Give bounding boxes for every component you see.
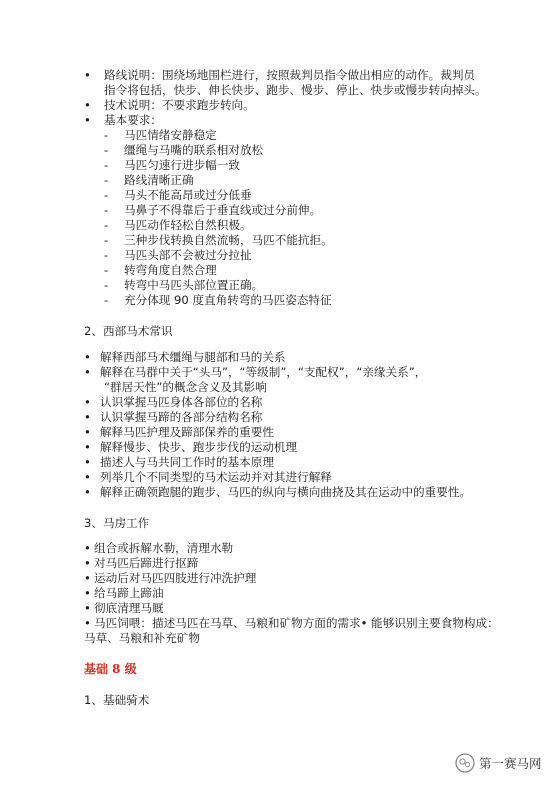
list-item: • 认识掌握马蹄的各部分结构名称 bbox=[84, 410, 263, 424]
list-item: - 转弯中马匹头部位置正确。 bbox=[104, 278, 264, 292]
list-item: - 马匹匀速行进步幅一致 bbox=[104, 158, 240, 172]
list-item: • 马匹饲喂：描述马匹在马草、马粮和矿物方面的需求• 能够识别主要食物构成： bbox=[84, 616, 499, 630]
list-item: - 马鼻子不得靠后于垂直线或过分前伸。 bbox=[104, 203, 322, 217]
watermark-text: 第一赛马网 bbox=[479, 756, 542, 771]
list-item: - 马头不能高昂或过分低垂 bbox=[104, 188, 252, 202]
list-item: • 运动后对马匹四肢进行冲洗护理 bbox=[84, 571, 257, 585]
list-item: • 解释马匹护理及蹄部保养的重要性 bbox=[84, 425, 274, 439]
section-heading-western: 2、西部马术常识 bbox=[84, 324, 173, 338]
list-item: • 路线说明：围绕场地围栏进行，按照裁判员指令做出相应的动作。裁判员 bbox=[84, 68, 476, 82]
level-heading: 基础 8 级 bbox=[84, 662, 137, 676]
watermark bbox=[455, 753, 542, 773]
list-item: - 充分体现 90 度直角转弯的马匹姿态特征 bbox=[104, 293, 332, 307]
list-item: - 缰绳与马嘴的联系相对放松 bbox=[104, 143, 264, 157]
list-item: • 组合或拆解水勒，清理水勒 bbox=[84, 541, 234, 555]
list-item: • 给马蹄上蹄油 bbox=[84, 586, 164, 600]
list-item: • 认识掌握马匹身体各部位的名称 bbox=[84, 395, 263, 409]
list-item: - 转弯角度自然合理 bbox=[104, 263, 217, 277]
section-heading-basic-riding: 1、基础骑术 bbox=[84, 693, 150, 707]
wechat-icon bbox=[455, 753, 475, 773]
list-item-continuation: 马草、马粮和补充矿物 bbox=[84, 631, 200, 645]
list-item: • 技术说明：不要求跑步转向。 bbox=[84, 98, 255, 112]
list-item: • 描述人与马共同工作时的基本原理 bbox=[84, 455, 274, 469]
list-item: • 基本要求： bbox=[84, 113, 162, 127]
list-item: • 彻底清理马厩 bbox=[84, 601, 164, 615]
list-item: • 解释慢步、快步、跑步步伐的运动机理 bbox=[84, 440, 298, 454]
list-item: • 解释正确领跑腿的跑步、马匹的纵向与横向曲挠及其在运动中的重要性。 bbox=[84, 485, 472, 499]
list-item-continuation: “群居天性”的概念含义及其影响 bbox=[104, 380, 267, 394]
list-item: - 马匹情绪安静稳定 bbox=[104, 128, 217, 142]
list-item: - 马匹头部不会被过分拉扯 bbox=[104, 248, 252, 262]
list-item: • 解释西部马术缰绳与腿部和马的关系 bbox=[84, 350, 286, 364]
list-item: - 三种步伐转换自然流畅，马匹不能抗拒。 bbox=[104, 233, 333, 247]
list-item: - 马匹动作轻松自然积极。 bbox=[104, 218, 252, 232]
list-item: • 对马匹后蹄进行抠蹄 bbox=[84, 556, 199, 570]
list-item: - 路线清晰正确 bbox=[104, 173, 194, 187]
list-item-continuation: 指令将包括，快步、伸长快步、跑步、慢步、停止、快步或慢步转向掉头。 bbox=[104, 83, 487, 97]
list-item: • 解释在马群中关于“头马”，“等级制”，“支配权”，“亲缘关系”， bbox=[84, 365, 427, 379]
section-heading-stable: 3、马房工作 bbox=[84, 516, 150, 530]
list-item: • 列举几个不同类型的马术运动并对其进行解释 bbox=[84, 470, 332, 484]
